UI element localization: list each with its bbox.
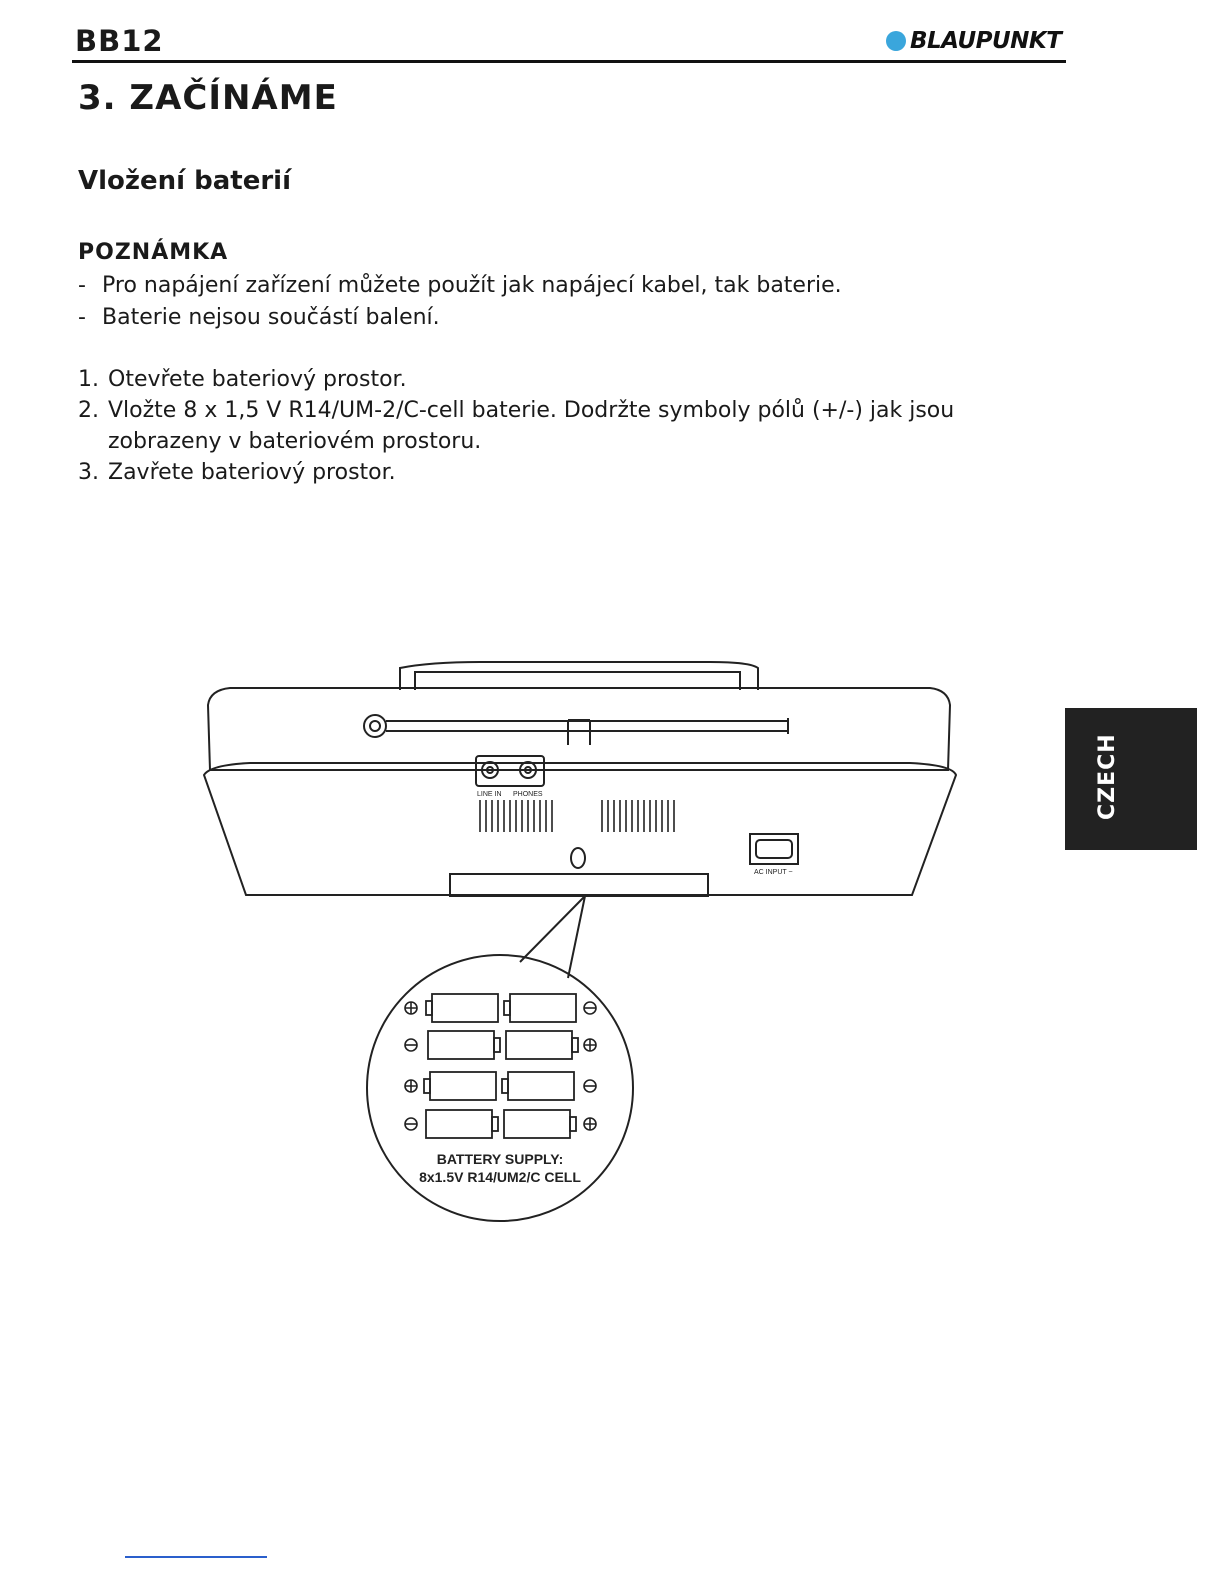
antenna-knob-icon bbox=[364, 715, 386, 737]
radio-top-body bbox=[208, 688, 950, 770]
battery-cell bbox=[432, 994, 498, 1022]
step-number: 1. bbox=[78, 367, 99, 392]
line-in-label: LINE IN bbox=[477, 791, 502, 798]
plus-polarity-icon bbox=[405, 1002, 417, 1014]
note-item bbox=[78, 302, 842, 334]
battery-spec-label: 8x1.5V R14/UM2/C CELL bbox=[419, 1169, 581, 1185]
minus-polarity-icon bbox=[405, 1118, 417, 1130]
plus-polarity-icon bbox=[405, 1080, 417, 1092]
radio-lower-body bbox=[204, 763, 956, 895]
battery-door bbox=[450, 874, 708, 896]
radio-battery-diagram bbox=[190, 650, 970, 1240]
minus-polarity-icon bbox=[584, 1002, 596, 1014]
language-tab-label: CZECH bbox=[1095, 733, 1120, 820]
model-name: BB12 bbox=[75, 24, 164, 58]
battery-cell bbox=[426, 1110, 492, 1138]
battery-cell bbox=[504, 1110, 570, 1138]
section-title: Vložení baterií bbox=[78, 166, 292, 196]
screw-hole-icon bbox=[571, 848, 585, 868]
header-rule bbox=[72, 60, 1066, 63]
step-list bbox=[78, 364, 1008, 488]
handle-outline bbox=[400, 662, 758, 690]
note-heading: POZNÁMKA bbox=[78, 240, 229, 265]
battery-cell bbox=[508, 1072, 574, 1100]
step-number: 3. bbox=[78, 460, 99, 485]
battery-cell bbox=[428, 1031, 494, 1059]
plus-polarity-icon bbox=[584, 1118, 596, 1130]
vent-slots bbox=[480, 800, 674, 832]
battery-supply-label: BATTERY SUPPLY: bbox=[436, 1151, 564, 1167]
brand-name: BLAUPUNKT bbox=[910, 28, 1062, 54]
battery-cell bbox=[506, 1031, 572, 1059]
phones-label: PHONES bbox=[513, 791, 543, 798]
note-bullet: - bbox=[78, 273, 86, 298]
chapter-title: 3. ZAČÍNÁME bbox=[78, 78, 338, 118]
minus-polarity-icon bbox=[405, 1039, 417, 1051]
step-item bbox=[78, 364, 1008, 395]
step-item bbox=[78, 457, 1008, 488]
step-text: Otevřete bateriový prostor. bbox=[108, 367, 407, 392]
language-tab bbox=[1065, 708, 1197, 850]
brand-logo bbox=[886, 28, 1061, 54]
battery-cells bbox=[424, 994, 578, 1138]
ac-input-socket-icon bbox=[750, 834, 798, 864]
battery-cell bbox=[510, 994, 576, 1022]
step-text: Zavřete bateriový prostor. bbox=[108, 460, 396, 485]
note-text: Baterie nejsou součástí balení. bbox=[102, 305, 440, 330]
brand-dot-icon bbox=[886, 31, 906, 51]
note-item bbox=[78, 270, 842, 302]
minus-polarity-icon bbox=[584, 1080, 596, 1092]
antenna-clip bbox=[568, 720, 590, 745]
note-bullet: - bbox=[78, 305, 86, 330]
note-text: Pro napájení zařízení můžete použít jak napájecí kabel, tak baterie. bbox=[102, 273, 842, 298]
step-text: Vložte 8 x 1,5 V R14/UM-2/C-cell baterie. Dodržte symboly pólů (+/-) jak jsou zobrazeny v bateriovém prostoru. bbox=[108, 398, 955, 454]
battery-cell bbox=[430, 1072, 496, 1100]
step-number: 2. bbox=[78, 398, 99, 423]
footer-line bbox=[125, 1556, 267, 1558]
plus-polarity-icon bbox=[584, 1039, 596, 1051]
note-list bbox=[78, 270, 842, 334]
ac-input-label: AC INPUT ~ bbox=[754, 869, 793, 876]
step-item bbox=[78, 395, 1008, 457]
